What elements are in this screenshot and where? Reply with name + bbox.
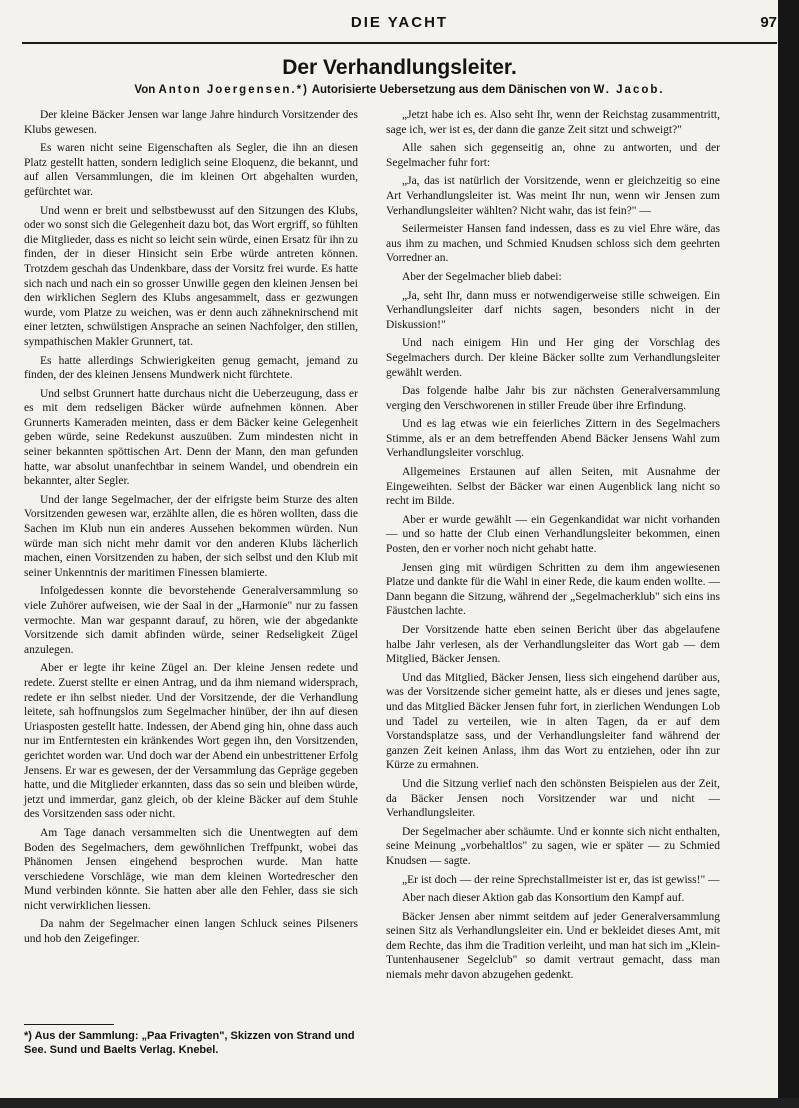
article-title: Der Verhandlungsleiter. bbox=[282, 56, 517, 79]
header-rule bbox=[22, 42, 777, 44]
article-byline bbox=[22, 84, 777, 96]
paragraph: Der Vorsitzende hatte eben seinen Bericht über das abgelaufene halbe Jahr verlesen, als der Verhandlungsleiter das Wort gab — dem Mitglied, Bäcker Jensen. bbox=[386, 624, 720, 666]
paragraph: Alle sahen sich gegenseitig an, ohne zu antworten, und der Segelmacher fuhr fort: bbox=[386, 142, 720, 169]
paragraph: Und nach einigem Hin und Her ging der Vorschlag des Segelmachers durch. Der kleine Bäcker sollte zum Verhandlungsleiter gewählt werden. bbox=[386, 337, 720, 379]
left-column bbox=[24, 108, 358, 951]
paragraph: Es waren nicht seine Eigenschaften als Segler, die ihn an diesen Platz gestellt hatten, sondern lediglich seine Eloquenz, die bekannt, und auf allen Versammlungen, die im kleinen Ort abgehalten wurden, gefürchtet war. bbox=[24, 142, 358, 198]
page-header bbox=[22, 14, 777, 40]
paragraph: Und der lange Segelmacher, der der eifrigste beim Sturze des alten Vorsitzenden gewesen war, erzählte allen, die es hören wollten, dass die Sachen im Klub nun ein anderes Aussehen bekommen würden. Nun würde man sich nicht mehr damit vor den anderen Klubs lächerlich machen, einen Vorsitzenden zu haben, der sich selbst und den Klub mit seiner Unkenntnis der maritimen Finessen blamierte. bbox=[24, 493, 358, 579]
paragraph: Aber er legte ihr keine Zügel an. Der kleine Jensen redete und redete. Zuerst stellte er einen Antrag, und da ihm niemand widersprach, redete er ihn selbst nieder. Und der Vorsitzende, der die Verhandlung leitete, sah hoffnungslos zum Segelmacher hinüber, der ihn auf diesen Uriasposten gestellt hatte. Indessen, der Abend ging hin, ohne dass auch nur im Entferntesten ein kränkendes Wort gegen ihn, den Vorsitzenden, gerichtet worden war. Und doch war der Abend ein unbestrittener Erfolg Jensens. Er war es gewesen, der der Versammlung das Gepräge gegeben hatte, und die Mitglieder erkannten, dass das so sein und bleiben würde, jetzt und immerdar, ganz gleich, ob der kleine Bäcker auf dem Stuhle des Vorsitzenden sass oder nicht. bbox=[24, 662, 358, 821]
paragraph: „Ja, das ist natürlich der Vorsitzende, wenn er gleichzeitig so eine Art Verhandlungsleiter ist. Was meint Ihr nun, wenn wir Jensen zum Verhandlungsleiter wählten? Nicht wahr, das ist fein?" — bbox=[386, 175, 720, 217]
author-name: Anton Joergensen.*) bbox=[158, 84, 309, 96]
paragraph: „Ja, seht Ihr, dann muss er notwendigerweise stille schweigen. Ein Verhandlungsleiter darf nichts sagen, besonders nicht in der Diskussion!" bbox=[386, 289, 720, 331]
byline-prefix: Von bbox=[134, 84, 156, 96]
footnote: *) Aus der Sammlung: „Paa Frivagten", Skizzen von Strand und See. Sund und Baelts Verlag. Knebel. bbox=[24, 1030, 355, 1056]
paragraph: Und selbst Grunnert hatte durchaus nicht die Ueberzeugung, dass er es mit dem redseligen Bäcker würde aufnehmen können. Aber Grunnerts Kameraden meinten, dass er dem Bäcker keine Gelegenheit geben würde, seine Redekunst auszuüben. Zum mindesten nicht in seiner bekannten spöttischen Art. Denn der Mann, den man gefunden hatte, war absolut unanfechtbar in seinem Wandel, und obendrein ein bekannter, alter Segler. bbox=[24, 387, 358, 488]
paragraph: Und es lag etwas wie ein feierliches Zittern in des Segelmachers Stimme, als er an dem betreffenden Abend Bäcker Jensens Wahl zum Verhandlungsleiter vorschlug. bbox=[386, 418, 720, 460]
journal-name: DIE YACHT bbox=[350, 14, 449, 31]
paragraph: „Jetzt habe ich es. Also seht Ihr, wenn der Reichstag zusammentritt, sage ich, wer ist es, der dann die ganze Zeit sitzt und schweigt?" bbox=[386, 109, 720, 136]
paragraph: Und wenn er breit und selbstbewusst auf den Sitzungen des Klubs, oder wo sonst sich die Gelegenheit dazu bot, das Wort ergriff, so fühlten die Mitglieder, dass es nicht so leicht sein würde, einen Ersatz für ihn zu finden, der in dieser Hinsicht sein Erbe würde antreten können. Trotzdem geschah das Undenkbare, dass der Vorsitz frei wurde. Es hatte sich nach und nach ein so grosser Unwille gegen den kleinen Jensen bei den wirklichen Seglern des Klubs angesammelt, dass er gezwungen wurde, vom Platze zu weichen, was er denn auch zähneknirschend mit einer letzten, schwülstigen Ansprache an seinen Nachfolger, den stillen, sympathischen Makler Grunnert, tat. bbox=[24, 204, 358, 348]
byline-translation: Autorisierte Uebersetzung aus dem Dänischen von bbox=[311, 84, 591, 96]
paragraph: Bäcker Jensen aber nimmt seitdem auf jeder Generalversammlung seinen Sitz als Verhandlungsleiter ein. Und er bekleidet dieses Amt, mit dem Rechte, das ihm die Tradition verleiht, und man hat sich im „Klein-Tuntenhausener Segelclub" so damit vertraut gemacht, dass man niemals mehr davon abzugehen gedenkt. bbox=[386, 910, 720, 982]
paragraph: Jensen ging mit würdigen Schritten zu dem ihm angewiesenen Platze und dankte für die Wahl in einer Rede, die kaum enden wollte. — Dann begann die Sitzung, während der „Segelmacherklub" sich eins ins Fäustchen lachte. bbox=[386, 561, 720, 618]
paragraph: Da nahm der Segelmacher einen langen Schluck seines Pilseners und hob den Zeigefinger. bbox=[24, 918, 358, 946]
paragraph: Seilermeister Hansen fand indessen, dass es zu viel Ehre wäre, das aus ihm zu machen, und Schmied Knudsen schloss sich dem geehrten Vorredner an. bbox=[386, 223, 720, 265]
paragraph: „Er ist doch — der reine Sprechstallmeister ist er, das ist gewiss!" — bbox=[402, 873, 720, 886]
paragraph: Es hatte allerdings Schwierigkeiten genug gemacht, jemand zu finden, der des kleinen Jensens Mundwerk nicht fürchtete. bbox=[24, 354, 358, 382]
right-column bbox=[386, 108, 720, 987]
paragraph: Der Segelmacher aber schäumte. Und er konnte sich nicht enthalten, seine Meinung „vorbehaltlos" zu sagen, wie er später — zu Schmied Knudsen — sagte. bbox=[386, 825, 720, 867]
paragraph: Aber nach dieser Aktion gab das Konsortium den Kampf auf. bbox=[402, 892, 685, 905]
paragraph: Aber der Segelmacher blieb dabei: bbox=[402, 270, 562, 283]
translator-name: W. Jacob. bbox=[593, 84, 665, 96]
scan-binding-edge bbox=[778, 0, 799, 1108]
scan-bottom-edge bbox=[0, 1098, 799, 1108]
footnote-rule bbox=[24, 1024, 114, 1025]
paragraph: Der kleine Bäcker Jensen war lange Jahre hindurch Vorsitzender des Klubs gewesen. bbox=[24, 109, 358, 136]
paragraph: Und die Sitzung verlief nach den schönsten Beispielen aus der Zeit, da Bäcker Jensen noch Vorsitzender war und nicht — Verhandlungsleiter. bbox=[386, 777, 720, 820]
paragraph: Infolgedessen konnte die bevorstehende Generalversammlung so viele Zuhörer aufweisen, wie der Saal in der „Harmonie" nur zu fassen vermochte. Man war gespannt darauf, zu hören, wie der abgedankte Vorsitzende sich damit abfinden würde, seiner Redseligkeit Zügel anzulegen. bbox=[24, 585, 358, 656]
paragraph: Und das Mitglied, Bäcker Jensen, liess sich eingehend darüber aus, was der Vorsitzende sicher gemeint hatte, als er dieses und jenes sagte, und das Mitglied Bäcker Jensen fuhr fort, in zierlichen Wendungen Lob und Tadel zu verteilen, wie in alten Tagen, da er auf dem Vorstandsplatze sass, und der Verhandlungsleiter fand während der ganzen Zeit keinen Anlass, ihm das Wort zu entziehen, oder ihn zur Kürze zu ermahnen. bbox=[386, 671, 720, 772]
paragraph: Am Tage danach versammelten sich die Unentwegten auf dem Boden des Segelmachers, dem gewöhnlichen Treffpunkt, wobei das Phänomen Jensen eingehend besprochen wurde. Man hatte verschiedene Vorschläge, wie man dem kleinen Wortedrescher den Mund verbinden könnte. Sie hatten aber alle den Fehler, dass sie sich nicht verwirklichen liessen. bbox=[24, 826, 358, 912]
paragraph: Das folgende halbe Jahr bis zur nächsten Generalversammlung verging den Verschworenen in stiller Freude über ihre Erfindung. bbox=[386, 385, 720, 412]
paragraph: Aber er wurde gewählt — ein Gegenkandidat war nicht vorhanden — und so hatte der Club einen Verhandlungsleiter bekommen, einen Posten, den er vorher noch nicht gehabt hatte. bbox=[386, 513, 720, 556]
paragraph: Allgemeines Erstaunen auf allen Seiten, mit Ausnahme der Eingeweihten. Selbst der Bäcker war einen Augenblick lang nicht so recht im Bilde. bbox=[386, 466, 720, 508]
page-number: 97 bbox=[760, 14, 777, 31]
